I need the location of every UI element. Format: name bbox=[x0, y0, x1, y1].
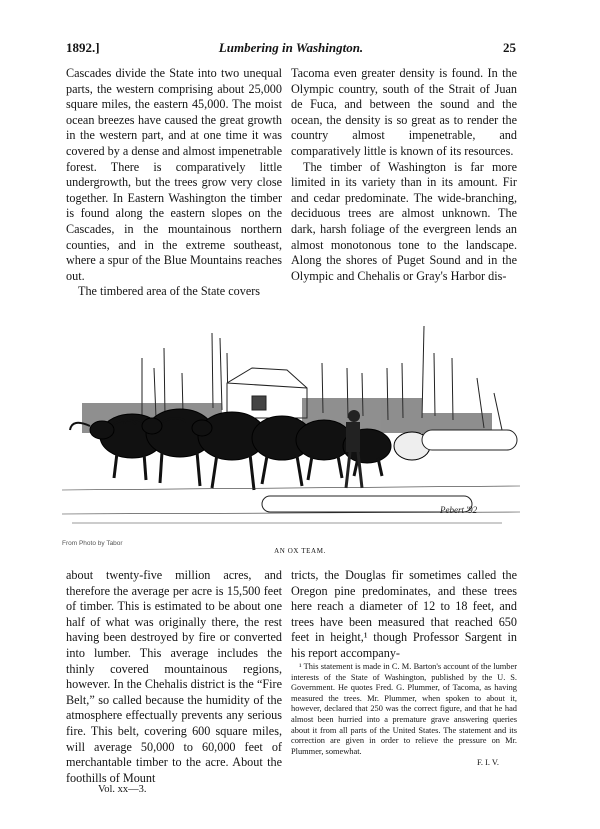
column-top-left bbox=[66, 66, 282, 300]
column-bottom-left bbox=[66, 568, 282, 786]
page-number: 25 bbox=[503, 40, 516, 55]
paragraph: about twenty-five million acres, and therefore the average per acre is 15,500 feet of timber. This is estimated to be about one half of what was originally there, the rest having been destroyed by fire or converted into lumber. This average includes the thinly covered mountainous regions, however. In the Chehalis district is the “Fire Belt,” so called because the humidity of the atmosphere effectually prevents any serious fire. This belt, covering 600 square miles, will average 50,000 to 60,000 feet of merchantable timber to the acre. About the foothills of Mount bbox=[66, 568, 282, 785]
footnote-text: ¹ This statement is made in C. M. Barton's account of the lumber interests of the State of Washington, published by the U. S. Government. He quotes Fred. G. Plummer, of Tacoma, as having measured the trees. Mr. Plummer, when spoken to about it, however, declared that 250 was the correct figure, and that he had almost been hurried into a premature grave answering queries about it from all parts of the United States. The statement and its correction are given in order to relieve the pressure on Mr. Plummer, somewhat. bbox=[291, 662, 517, 756]
footnote-signature: F. I. V. bbox=[476, 758, 499, 768]
paragraph: tricts, the Douglas fir sometimes called the Oregon pine predominates, and these trees here reach a diameter of 12 to 18 feet, and trees have been measured that reached 650 feet in height,¹ though Professor Sargent in his report accompany- bbox=[291, 568, 517, 660]
artist-signature: Pebert '92 bbox=[440, 505, 478, 515]
photo-credit: From Photo by Tabor bbox=[62, 540, 123, 547]
header-title: Lumbering in Washington. bbox=[218, 40, 364, 55]
paragraph: Cascades divide the State into two unequal parts, the western comprising about 25,000 square miles, the eastern 45,000. The moist ocean breezes have caused the great growth in the western part, and at one time it was covered by a dense and almost impenetrable forest. There is comparatively little undergrowth, but the trees grow very close together. In Eastern Washington the timber is found along the eastern slopes on the Cascades, in the mountainous northern counties, and in the extreme southeast, where a spur of the Blue Mountains reaches out. bbox=[66, 66, 282, 283]
header-year: 1892.] bbox=[66, 40, 100, 55]
signature-mark: Vol. xx—3. bbox=[98, 784, 147, 795]
running-header bbox=[66, 40, 516, 60]
column-bottom-right bbox=[291, 568, 517, 662]
figure-caption: AN OX TEAM. bbox=[274, 547, 326, 555]
ox-team-illustration bbox=[62, 318, 520, 536]
column-top-right bbox=[291, 66, 517, 284]
paragraph: The timber of Washington is far more limited in its variety than in its amount. Fir and cedar predominate. The wide-branching, deciduous trees are almost unknown. The dark, harsh foliage of the evergreen lends an almost monotonous tone to the landscape. Along the shores of Puget Sound and in the Olympic and Chehalis or Gray's Harbor dis- bbox=[291, 159, 517, 283]
footnote bbox=[291, 662, 517, 769]
paragraph: The timbered area of the State covers bbox=[78, 284, 261, 299]
paragraph: Tacoma even greater density is found. In the Olympic country, south of the Strait of Juan de Fuca, and between the sound and the ocean, the density is so great as to render the country almost impenetrable, and comparatively little is known of its resources. bbox=[291, 66, 517, 158]
